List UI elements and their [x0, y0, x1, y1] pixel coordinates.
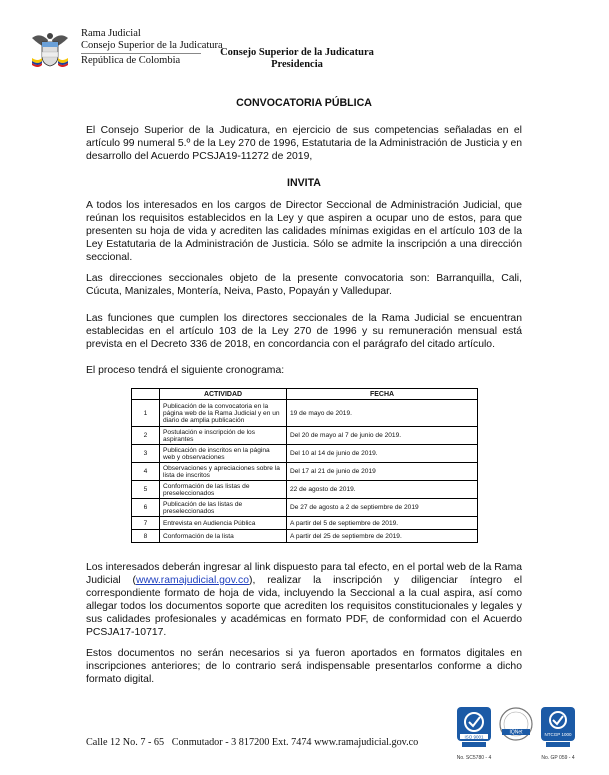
- paragraph-5-text-start: Los interesados deberán ingresar al link dispuesto para tal efecto, en el portal web de la Rama Judicial (: [86, 562, 522, 586]
- org-line-1: Rama Judicial: [81, 28, 141, 39]
- row-number: 3: [132, 445, 160, 463]
- row-activity: Publicación de inscritos en la página web y observaciones: [160, 445, 287, 463]
- row-date: 19 de mayo de 2019.: [287, 400, 478, 427]
- iso-certification-icon: [456, 706, 492, 750]
- row-number: 2: [132, 427, 160, 445]
- cert-label: ISO 9001: [464, 734, 484, 740]
- header-number: [132, 389, 160, 400]
- paragraph-3: Las funciones que cumplen los directores seccionales de la Rama Judicial se encuentran establecidas en el artículo 103 de la Ley 270 de 1996 y su remuneración mensual está prevista en el Decreto 336 de 2018, en concordancia con el parágrafo del citado artículo.: [86, 313, 522, 350]
- cert-code: No. GP 059 - 4: [541, 755, 575, 761]
- paragraph-5-text-end: ), realizar la inscripción y diligenciar íntegro el correspondiente formato de hoja de vida, incluyendo la Seccional a la cual aspira, así como allegar todos los documentos soporte que acrediten los requisitos constitucionales y legales y sus calidades profesionales y académicas en formato PDF, de conformidad con el Acuerdo PCSJA17-10717.: [86, 575, 523, 638]
- org-line-3: República de Colombia: [81, 55, 181, 66]
- iqnet-certification-icon: [498, 706, 534, 750]
- row-date: A partir del 25 de septiembre de 2019.: [287, 530, 478, 543]
- cert-label: NTCGP 1000: [544, 732, 572, 737]
- letterhead: [0, 0, 609, 80]
- table-row: [132, 427, 478, 445]
- row-number: 6: [132, 499, 160, 517]
- coat-of-arms-icon: [28, 28, 72, 72]
- row-date: A partir del 5 de septiembre de 2019.: [287, 517, 478, 530]
- row-activity: Conformación de la lista: [160, 530, 287, 543]
- row-date: Del 20 de mayo al 7 de junio de 2019.: [287, 427, 478, 445]
- header-activity: ACTIVIDAD: [160, 389, 287, 400]
- portal-link[interactable]: www.ramajudicial.gov.co: [135, 575, 249, 586]
- row-activity: Publicación de la convocatoria en la página web de la Rama Judicial y en un diario de amplia publicación: [160, 400, 287, 427]
- issuer-line-2: Presidencia: [271, 59, 323, 70]
- footer-contact: Calle 12 No. 7 - 65 Conmutador - 3 817200 Ext. 7474 www.ramajudicial.gov.co: [86, 737, 419, 748]
- row-number: 1: [132, 400, 160, 427]
- row-date: Del 17 al 21 de junio de 2019: [287, 463, 478, 481]
- paragraph-1: A todos los interesados en los cargos de Director Seccional de Administración Judicial, que reúnan los requisitos establecidos en la Ley y que aspiren a ocupar uno de estos, para que presenten su hoja de vida y acrediten las calidades mínimas exigidas en el artículo 103 de la Ley Estatutaria de la Administración de Justicia. Sólo se admite la inscripción a una dirección seccional.: [86, 200, 522, 263]
- row-number: 4: [132, 463, 160, 481]
- iso-9001-badge: [456, 706, 492, 761]
- ntcgp-1000-badge: [540, 706, 576, 761]
- row-number: 8: [132, 530, 160, 543]
- row-activity: Conformación de las listas de preseleccionados: [160, 481, 287, 499]
- table-header-row: [132, 389, 478, 400]
- table-row: [132, 445, 478, 463]
- cert-label: IQNet: [509, 729, 523, 736]
- row-activity: Publicación de las listas de preseleccionados: [160, 499, 287, 517]
- row-activity: Observaciones y apreciaciones sobre la lista de inscritos: [160, 463, 287, 481]
- row-date: De 27 de agosto a 2 de septiembre de 2019: [287, 499, 478, 517]
- issuer-line-1: Consejo Superior de la Judicatura: [220, 47, 374, 58]
- cert-code: No. SC5780 - 4: [456, 755, 492, 761]
- org-line-2: Consejo Superior de la Judicatura: [81, 40, 223, 51]
- table-row: [132, 499, 478, 517]
- paragraph-5: [86, 561, 522, 639]
- row-number: 5: [132, 481, 160, 499]
- row-activity: Postulación e inscripción de los aspirantes: [160, 427, 287, 445]
- ntcgp-certification-icon: [540, 706, 576, 750]
- table-row: [132, 530, 478, 543]
- paragraph-2: Las direcciones seccionales objeto de la presente convocatoria son: Barranquilla, Cali, Cúcuta, Manizales, Montería, Neiva, Pasto, Popayán y Valledupar.: [86, 273, 522, 297]
- row-activity: Entrevista en Audiencia Pública: [160, 517, 287, 530]
- issuer-block: [200, 47, 394, 71]
- iqnet-badge: [498, 706, 534, 755]
- row-date: 22 de agosto de 2019.: [287, 481, 478, 499]
- schedule-table: [131, 388, 478, 543]
- paragraph-6: Estos documentos no serán necesarios si ya fueron aportados en formatos digitales en inscripciones anteriores; de lo contrario será indispensable presentarlos conforme a dicho formato digital.: [86, 648, 522, 685]
- table-row: [132, 481, 478, 499]
- intro-paragraph: El Consejo Superior de la Judicatura, en ejercicio de sus competencias señaladas en el artículo 99 numeral 5.º de la Ley 270 de 1996, Estatutaria de la Administración de Justicia y en desarrollo del Acuerdo PCSJA19-11272 de 2019,: [86, 125, 522, 162]
- invita-heading: INVITA: [287, 177, 321, 189]
- row-date: Del 10 al 14 de junio de 2019.: [287, 445, 478, 463]
- certification-logos: [456, 706, 576, 770]
- header-divider: [81, 53, 201, 54]
- row-number: 7: [132, 517, 160, 530]
- table-row: [132, 517, 478, 530]
- paragraph-4: El proceso tendrá el siguiente cronograma:: [86, 365, 285, 376]
- table-row: [132, 400, 478, 427]
- header-date: FECHA: [287, 389, 478, 400]
- document-title: CONVOCATORIA PÚBLICA: [236, 97, 372, 109]
- table-row: [132, 463, 478, 481]
